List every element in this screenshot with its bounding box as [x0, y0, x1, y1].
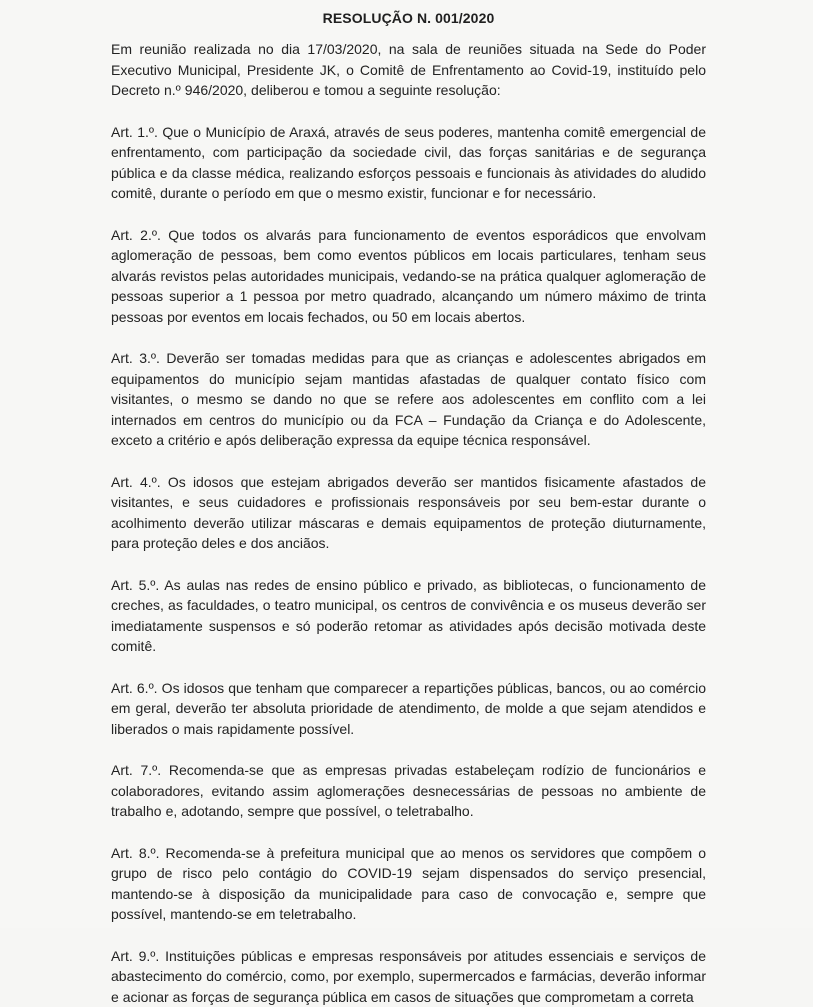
article-6-paragraph: Art. 6.º. Os idosos que tenham que comparecer a repartições públicas, bancos, ou ao comércio em geral, deverão ter absoluta prioridade de atendimento, de molde a que sejam atendidos e liberados o mais rapidamente possível.	[111, 678, 706, 740]
article-8-paragraph: Art. 8.º. Recomenda-se à prefeitura municipal que ao menos os servidores que compõem o grupo de risco pelo contágio do COVID-19 sejam dispensados do serviço presencial, mantendo-se à disposição da municipalidade para caso de convocação e, sempre que possível, mantendo-se em teletrabalho.	[111, 843, 706, 925]
article-2-paragraph: Art. 2.º. Que todos os alvarás para funcionamento de eventos esporádicos que envolvam aglomeração de pessoas, bem como eventos públicos em locais particulares, tenham seus alvarás revistos pelas autoridades municipais, vedando-se na prática qualquer aglomeração de pessoas superior a 1 pessoa por metro quadrado, alcançando um número máximo de trinta pessoas por eventos em locais fechados, ou 50 em locais abertos.	[111, 225, 706, 328]
resolution-title: RESOLUÇÃO N. 001/2020	[111, 8, 706, 28]
article-4-paragraph: Art. 4.º. Os idosos que estejam abrigados deverão ser mantidos fisicamente afastados de visitantes, e seus cuidadores e profissionais responsáveis por seu bem-estar durante o acolhimento deverão utilizar máscaras e demais equipamentos de proteção diuturnamente, para proteção deles e dos anciãos.	[111, 472, 706, 554]
article-5-paragraph: Art. 5.º. As aulas nas redes de ensino público e privado, as bibliotecas, o funcionamento de creches, as faculdades, o teatro municipal, os centros de convivência e os museus deverão ser imediatamente suspensos e só poderão retomar as atividades após decisão motivada deste comitê.	[111, 575, 706, 657]
article-3-paragraph: Art. 3.º. Deverão ser tomadas medidas para que as crianças e adolescentes abrigados em equipamentos do município sejam mantidas afastadas de qualquer contato físico com visitantes, o mesmo se dando no que se refere aos adolescentes em conflito com a lei internados em centros do município ou da FCA – Fundação da Criança e do Adolescente, exceto a critério e após deliberação expressa da equipe técnica responsável.	[111, 348, 706, 451]
article-1-paragraph: Art. 1.º. Que o Município de Araxá, através de seus poderes, mantenha comitê emergencial de enfrentamento, com participação da sociedade civil, das forças sanitárias e de segurança pública e da classe médica, realizando esforços pessoais e funcionais às atividades do aludido comitê, durante o período em que o mesmo existir, funcionar e for necessário.	[111, 122, 706, 204]
intro-paragraph: Em reunião realizada no dia 17/03/2020, na sala de reuniões situada na Sede do Poder Executivo Municipal, Presidente JK, o Comitê de Enfrentamento ao Covid-19, instituído pelo Decreto n.º 946/2020, deliberou e tomou a seguinte resolução:	[111, 39, 706, 101]
document-content	[111, 8, 706, 1007]
article-7-paragraph: Art. 7.º. Recomenda-se que as empresas privadas estabeleçam rodízio de funcionários e colaboradores, evitando assim aglomerações desnecessárias de pessoas no ambiente de trabalho e, adotando, sempre que possível, o teletrabalho.	[111, 760, 706, 822]
article-9-paragraph: Art. 9.º. Instituições públicas e empresas responsáveis por atitudes essenciais e serviços de abastecimento do comércio, como, por exemplo, supermercados e farmácias, deverão informar e acionar as forças de segurança pública em casos de situações que comprometam a correta	[111, 946, 706, 1007]
